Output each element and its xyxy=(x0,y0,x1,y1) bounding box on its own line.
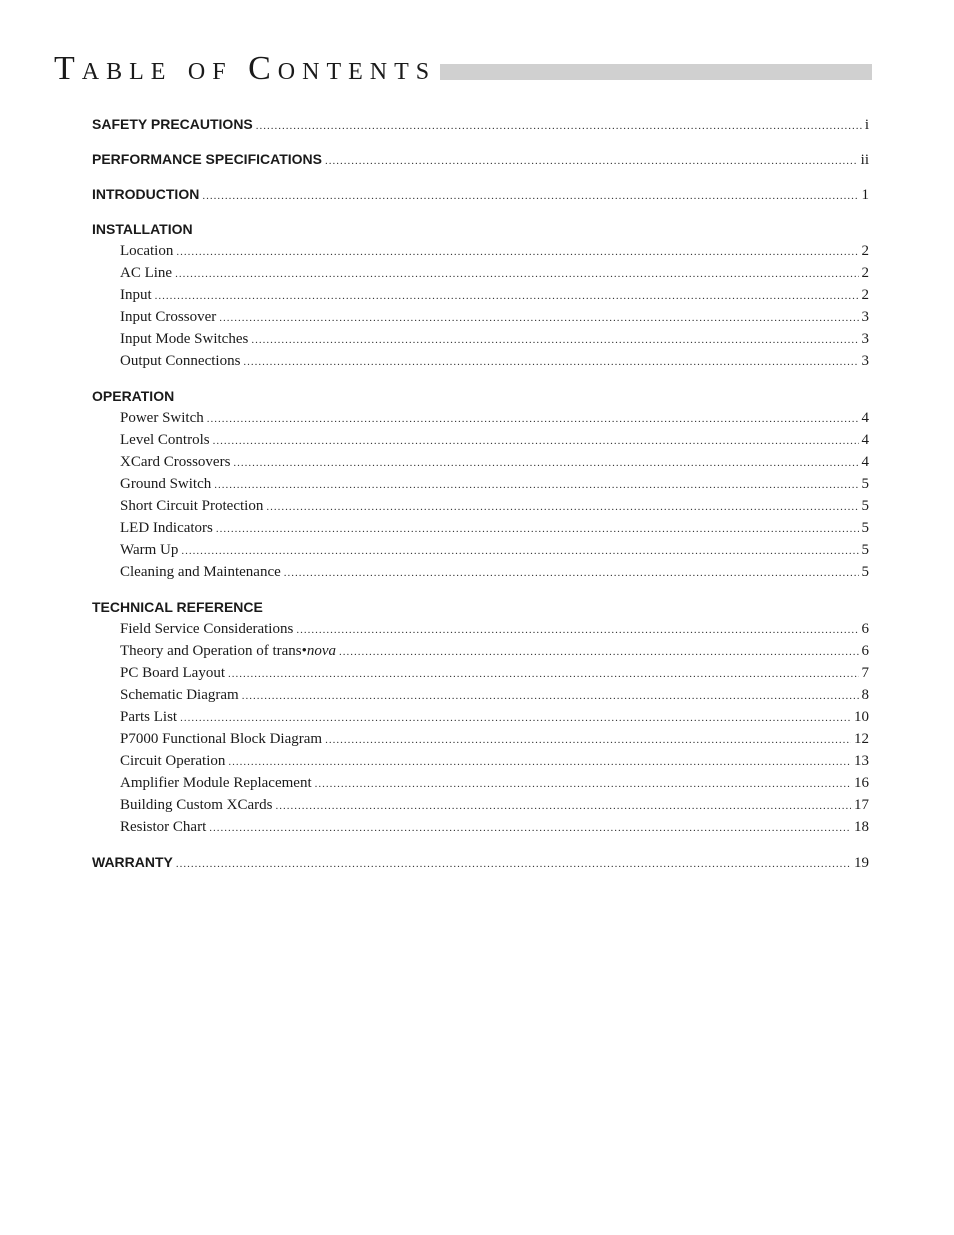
dot-leader xyxy=(176,241,858,263)
dot-leader xyxy=(219,307,858,329)
toc-entry-label: Schematic Diagram xyxy=(120,687,239,703)
toc-page-number: 6 xyxy=(861,643,869,659)
toc-page-number: 5 xyxy=(861,476,869,492)
dot-leader xyxy=(228,663,859,685)
toc-entry-label: P7000 Functional Block Diagram xyxy=(120,731,323,747)
toc-entry-input-mode-switches[interactable] xyxy=(92,328,869,350)
toc-entry-parts-list[interactable] xyxy=(92,706,869,728)
dot-leader xyxy=(175,263,858,285)
toc-entry-label: Input xyxy=(120,287,152,303)
toc-entry-output-connections[interactable] xyxy=(92,350,869,372)
page-title: Table of Contents xyxy=(54,50,437,87)
toc-entry-label: Output Connections xyxy=(120,353,241,369)
toc-entry-label: Level Controls xyxy=(120,432,210,448)
toc-entry-label: Building Custom XCards xyxy=(120,797,273,813)
toc-entry-schematic-diagram[interactable] xyxy=(92,684,869,706)
toc-entry-short-circuit-protection[interactable] xyxy=(92,495,869,517)
toc-entry-label: Amplifier Module Replacement xyxy=(120,775,312,791)
toc-page-number: 5 xyxy=(861,498,869,514)
toc-entry-input-crossover[interactable] xyxy=(92,306,869,328)
toc-page-number: 2 xyxy=(861,287,869,303)
toc-entry-input[interactable] xyxy=(92,284,869,306)
toc-entry-amplifier-module-replacement[interactable] xyxy=(92,772,869,794)
toc-entry-pc-board-layout[interactable] xyxy=(92,662,869,684)
dot-leader xyxy=(284,562,859,584)
toc-entry-performance-specifications[interactable] xyxy=(92,148,869,170)
toc-section-operation xyxy=(92,385,869,583)
toc-page-number: 4 xyxy=(861,432,869,448)
dot-leader xyxy=(209,817,851,839)
toc-entry-label: Power Switch xyxy=(120,410,204,426)
toc-page-number: 3 xyxy=(861,353,869,369)
dot-leader xyxy=(176,853,851,875)
toc-entry-label xyxy=(120,640,336,662)
toc-page-number: 4 xyxy=(861,410,869,426)
toc-entry-introduction[interactable] xyxy=(92,183,869,205)
dot-leader xyxy=(202,185,858,207)
toc-section-technical-reference xyxy=(92,596,869,838)
toc-entry-label: SAFETY PRECAUTIONS xyxy=(92,116,253,132)
dot-leader xyxy=(339,641,858,663)
toc-page-number: 7 xyxy=(861,665,869,681)
toc-entry-label: Cleaning and Maintenance xyxy=(120,564,281,580)
dot-leader xyxy=(233,452,858,474)
toc-entry-field-service-considerations[interactable] xyxy=(92,618,869,640)
title-row xyxy=(54,50,872,87)
toc-page-number: ii xyxy=(860,152,869,168)
section-heading: TECHNICAL REFERENCE xyxy=(92,599,263,615)
dot-leader xyxy=(315,773,851,795)
toc-entry-label: Ground Switch xyxy=(120,476,212,492)
toc-entry-led-indicators[interactable] xyxy=(92,517,869,539)
toc-page-number: 8 xyxy=(861,687,869,703)
dot-leader xyxy=(243,351,858,373)
toc-page-number: 3 xyxy=(861,331,869,347)
toc-entry-warm-up[interactable] xyxy=(92,539,869,561)
toc-entry-label: AC Line xyxy=(120,265,173,281)
toc-entry-label: Short Circuit Protection xyxy=(120,498,264,514)
toc-page-number: 12 xyxy=(854,731,869,747)
toc-entry-label: PC Board Layout xyxy=(120,665,225,681)
dot-leader xyxy=(181,540,858,562)
toc-entry-label: Location xyxy=(120,243,174,259)
dot-leader xyxy=(325,150,858,172)
dot-leader xyxy=(213,430,859,452)
toc-page-number: 5 xyxy=(861,564,869,580)
toc-page-number: 13 xyxy=(854,753,869,769)
toc-entry-label: Warm Up xyxy=(120,542,179,558)
dot-leader xyxy=(256,115,862,137)
toc-page-number: 3 xyxy=(861,309,869,325)
toc-entry-label: WARRANTY xyxy=(92,854,173,870)
dot-leader xyxy=(325,729,851,751)
toc-page-number: 19 xyxy=(854,855,869,871)
toc-entry-resistor-chart[interactable] xyxy=(92,816,869,838)
dot-leader xyxy=(207,408,859,430)
toc-entry-label-italic: nova xyxy=(306,643,337,659)
toc-entry-warranty[interactable] xyxy=(92,851,869,873)
dot-leader xyxy=(242,685,859,707)
toc-entry-cleaning-and-maintenance[interactable] xyxy=(92,561,869,583)
toc-entry-p7000-functional-block-diagram[interactable] xyxy=(92,728,869,750)
dot-leader xyxy=(251,329,858,351)
dot-leader xyxy=(276,795,851,817)
toc-entry-building-custom-xcards[interactable] xyxy=(92,794,869,816)
dot-leader xyxy=(180,707,851,729)
toc-page-number: 10 xyxy=(854,709,869,725)
dot-leader xyxy=(266,496,858,518)
section-heading: INSTALLATION xyxy=(92,221,193,237)
toc-section-installation xyxy=(92,218,869,372)
toc-page-number: 17 xyxy=(854,797,869,813)
toc-page-number: 16 xyxy=(854,775,869,791)
title-rule-bar xyxy=(440,64,872,80)
toc-entry-label: Parts List xyxy=(120,709,178,725)
toc-page-number: 5 xyxy=(861,542,869,558)
toc-page-number: 5 xyxy=(861,520,869,536)
toc-entry-label-prefix: Theory and Operation of trans• xyxy=(120,643,307,659)
toc-entry-level-controls[interactable] xyxy=(92,429,869,451)
toc-page-number: i xyxy=(864,117,869,133)
toc-page-number: 6 xyxy=(861,621,869,637)
toc-entry-label: Input Crossover xyxy=(120,309,217,325)
dot-leader xyxy=(216,518,859,540)
dot-leader xyxy=(155,285,859,307)
toc-entry-circuit-operation[interactable] xyxy=(92,750,869,772)
toc-entry-power-switch[interactable] xyxy=(92,407,869,429)
toc-page-number: 2 xyxy=(861,265,869,281)
toc-entry-ac-line[interactable] xyxy=(92,262,869,284)
toc-entry-theory-and-operation[interactable] xyxy=(92,640,869,662)
toc-entry-label: Circuit Operation xyxy=(120,753,226,769)
toc-entry-label: LED Indicators xyxy=(120,520,213,536)
toc-entry-safety-precautions[interactable] xyxy=(92,113,869,135)
toc-entry-location[interactable] xyxy=(92,240,869,262)
table-of-contents xyxy=(92,113,869,886)
toc-page-number: 18 xyxy=(854,819,869,835)
section-heading: OPERATION xyxy=(92,388,175,404)
dot-leader xyxy=(214,474,858,496)
toc-entry-label: Resistor Chart xyxy=(120,819,207,835)
toc-entry-label: XCard Crossovers xyxy=(120,454,231,470)
toc-entry-label: PERFORMANCE SPECIFICATIONS xyxy=(92,151,322,167)
dot-leader xyxy=(228,751,851,773)
toc-page-number: 2 xyxy=(861,243,869,259)
toc-entry-label: INTRODUCTION xyxy=(92,186,200,202)
toc-entry-label: Field Service Considerations xyxy=(120,621,294,637)
toc-entry-xcard-crossovers[interactable] xyxy=(92,451,869,473)
dot-leader xyxy=(296,619,858,641)
toc-page-number: 1 xyxy=(861,187,869,203)
toc-entry-label: Input Mode Switches xyxy=(120,331,249,347)
toc-page-number: 4 xyxy=(861,454,869,470)
toc-entry-ground-switch[interactable] xyxy=(92,473,869,495)
